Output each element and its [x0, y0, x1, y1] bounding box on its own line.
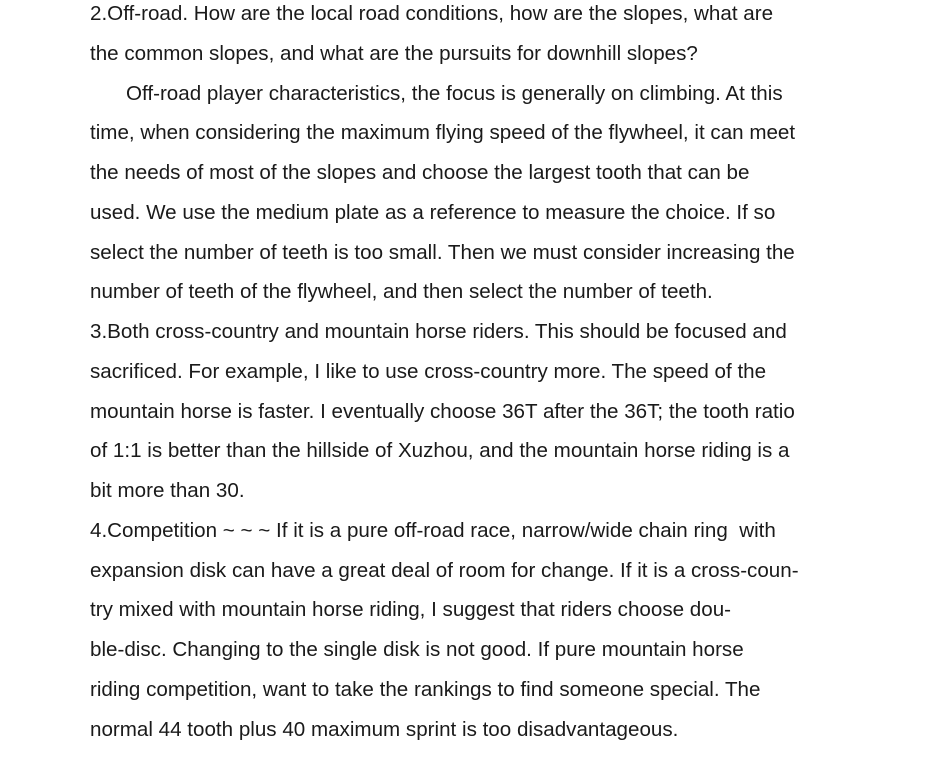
text-line: used. We use the medium plate as a reference to measure the choice. If so	[90, 200, 776, 224]
text-line: normal 44 tooth plus 40 maximum sprint is too disadvantageous.	[90, 717, 679, 741]
paragraph-section-4	[90, 511, 890, 750]
text-line: of 1:1 is better than the hillside of Xuzhou, and the mountain horse riding is a	[90, 439, 790, 463]
text-line: try mixed with mountain horse riding, I suggest that riders choose dou-	[90, 598, 732, 622]
text-line: the needs of most of the slopes and choose the largest tooth that can be	[90, 161, 750, 184]
text-line: bit more than 30.	[90, 479, 245, 502]
paragraph-section-2-body	[90, 74, 890, 313]
text-line: time, when considering the maximum flying speed of the flywheel, it can meet	[90, 121, 796, 145]
text-line: ble-disc. Changing to the single disk is not good. If pure mountain horse	[90, 638, 744, 661]
text-line: mountain horse is faster. I eventually choose 36T after the 36T; the tooth ratio	[90, 399, 795, 423]
text-line: sacrificed. For example, I like to use cross-country more. The speed of the	[90, 359, 767, 383]
paragraph-section-2-heading	[90, 0, 890, 74]
text-line: number of teeth of the flywheel, and then select the number of teeth.	[90, 280, 713, 304]
text-line: select the number of teeth is too small. Then we must consider increasing the	[90, 240, 795, 264]
document-text-block	[90, 0, 890, 749]
text-line: expansion disk can have a great deal of room for change. If it is a cross-coun-	[90, 558, 799, 582]
text-line: Off-road player characteristics, the focus is generally on climbing. At this	[126, 81, 783, 105]
text-line: 4.Competition ~ ~ ~ If it is a pure off-road race, narrow/wide chain ring with	[90, 518, 776, 542]
text-line: riding competition, want to take the rankings to find someone special. The	[90, 677, 761, 701]
text-line: 2.Off-road. How are the local road conditions, how are the slopes, what are	[90, 2, 774, 25]
text-line: 3.Both cross-country and mountain horse riders. This should be focused and	[90, 320, 787, 343]
paragraph-section-3	[90, 312, 890, 511]
text-line: the common slopes, and what are the pursuits for downhill slopes?	[90, 41, 698, 65]
